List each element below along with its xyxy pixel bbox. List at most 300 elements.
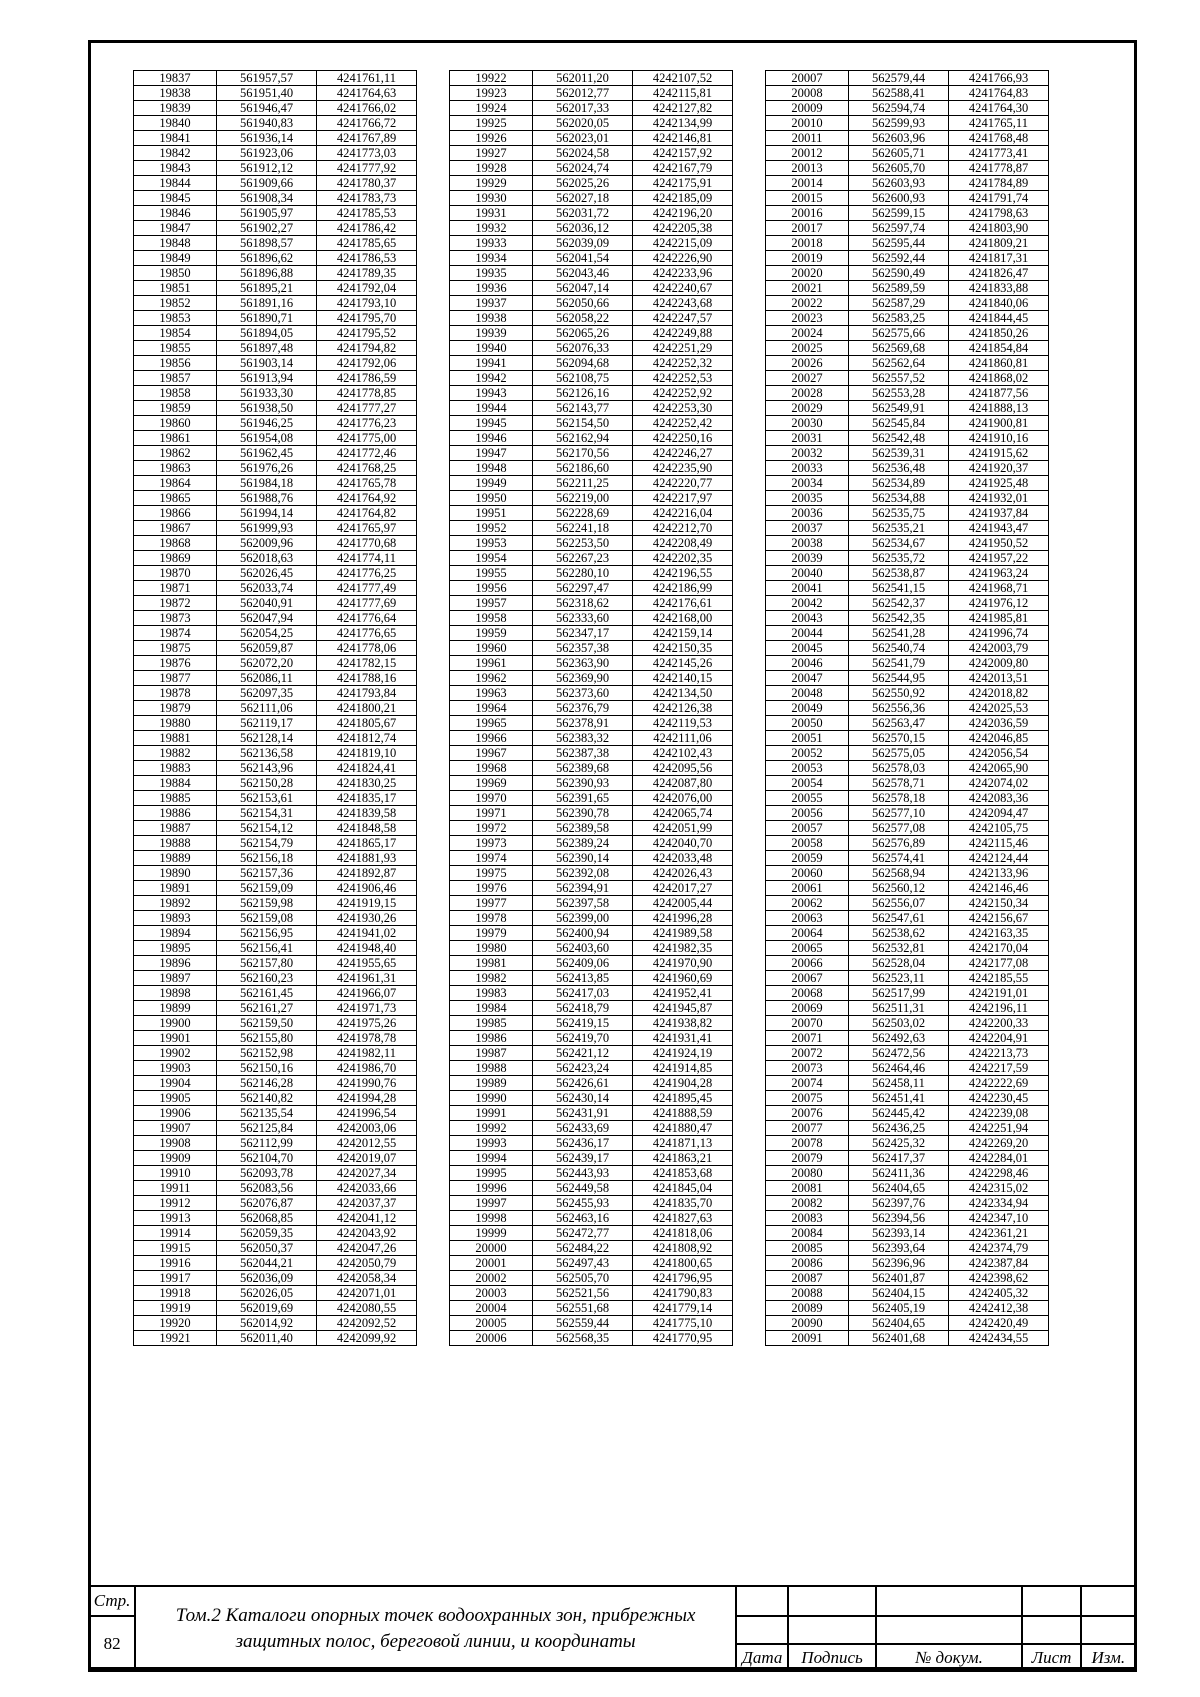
y-coordinate: 4241788,16 — [317, 671, 417, 686]
y-coordinate: 4241906,46 — [317, 881, 417, 896]
table-row — [766, 416, 1049, 431]
y-coordinate: 4241968,71 — [949, 581, 1049, 596]
y-coordinate: 4242168,00 — [633, 611, 733, 626]
title-block — [88, 1585, 1137, 1672]
y-coordinate: 4241880,47 — [633, 1121, 733, 1136]
point-number: 19891 — [134, 881, 217, 896]
point-number: 19966 — [450, 731, 533, 746]
point-number: 19924 — [450, 101, 533, 116]
x-coordinate: 562418,79 — [533, 1001, 633, 1016]
point-number: 20090 — [766, 1316, 849, 1331]
point-number: 19907 — [134, 1121, 217, 1136]
point-number: 19934 — [450, 251, 533, 266]
table-row — [134, 821, 417, 836]
x-coordinate: 562155,80 — [217, 1031, 317, 1046]
x-coordinate: 562521,56 — [533, 1286, 633, 1301]
table-row — [766, 551, 1049, 566]
point-number: 20001 — [450, 1256, 533, 1271]
point-number: 19944 — [450, 401, 533, 416]
x-coordinate: 562419,70 — [533, 1031, 633, 1046]
y-coordinate: 4242205,38 — [633, 221, 733, 236]
point-number: 19881 — [134, 731, 217, 746]
point-number: 19846 — [134, 206, 217, 221]
y-coordinate: 4241931,41 — [633, 1031, 733, 1046]
table-row — [450, 1121, 733, 1136]
table-row — [766, 1181, 1049, 1196]
x-coordinate: 562019,69 — [217, 1301, 317, 1316]
point-number: 19989 — [450, 1076, 533, 1091]
point-number: 19927 — [450, 146, 533, 161]
x-coordinate: 562126,16 — [533, 386, 633, 401]
y-coordinate: 4241786,59 — [317, 371, 417, 386]
y-coordinate: 4241920,37 — [949, 461, 1049, 476]
x-coordinate: 562557,52 — [849, 371, 949, 386]
table-row — [134, 731, 417, 746]
table-row — [766, 1091, 1049, 1106]
point-number: 20022 — [766, 296, 849, 311]
x-coordinate: 562150,28 — [217, 776, 317, 791]
y-coordinate: 4241938,82 — [633, 1016, 733, 1031]
y-coordinate: 4242216,04 — [633, 506, 733, 521]
table-row — [766, 191, 1049, 206]
point-number: 20047 — [766, 671, 849, 686]
point-number: 19986 — [450, 1031, 533, 1046]
point-number: 19866 — [134, 506, 217, 521]
table-row — [766, 311, 1049, 326]
x-coordinate: 562396,96 — [849, 1256, 949, 1271]
table-row — [134, 356, 417, 371]
point-number: 19938 — [450, 311, 533, 326]
point-number: 20055 — [766, 791, 849, 806]
table-row — [134, 371, 417, 386]
x-coordinate: 562528,04 — [849, 956, 949, 971]
y-coordinate: 4241961,31 — [317, 971, 417, 986]
table-row — [766, 1286, 1049, 1301]
table-row — [766, 581, 1049, 596]
y-coordinate: 4241839,58 — [317, 806, 417, 821]
table-row — [450, 866, 733, 881]
y-coordinate: 4242156,67 — [949, 911, 1049, 926]
table-row — [450, 101, 733, 116]
x-coordinate: 562404,65 — [849, 1181, 949, 1196]
table-row — [766, 566, 1049, 581]
y-coordinate: 4241925,48 — [949, 476, 1049, 491]
y-coordinate: 4242127,82 — [633, 101, 733, 116]
x-coordinate: 562599,15 — [849, 206, 949, 221]
point-number: 19980 — [450, 941, 533, 956]
table-row — [134, 1256, 417, 1271]
y-coordinate: 4242186,99 — [633, 581, 733, 596]
point-number: 19991 — [450, 1106, 533, 1121]
x-coordinate: 562156,95 — [217, 926, 317, 941]
point-number: 20060 — [766, 866, 849, 881]
table-row — [766, 146, 1049, 161]
y-coordinate: 4242145,26 — [633, 656, 733, 671]
x-coordinate: 562419,15 — [533, 1016, 633, 1031]
point-number: 19936 — [450, 281, 533, 296]
y-coordinate: 4241937,84 — [949, 506, 1049, 521]
x-coordinate: 561946,25 — [217, 416, 317, 431]
y-coordinate: 4241785,65 — [317, 236, 417, 251]
x-coordinate: 561890,71 — [217, 311, 317, 326]
x-coordinate: 562549,91 — [849, 401, 949, 416]
point-number: 19914 — [134, 1226, 217, 1241]
x-coordinate: 562050,66 — [533, 296, 633, 311]
y-coordinate: 4242102,43 — [633, 746, 733, 761]
table-row — [450, 536, 733, 551]
x-coordinate: 561957,57 — [217, 71, 317, 86]
y-coordinate: 4242119,53 — [633, 716, 733, 731]
table-row — [766, 476, 1049, 491]
y-coordinate: 4241805,67 — [317, 716, 417, 731]
y-coordinate: 4241764,92 — [317, 491, 417, 506]
point-number: 19931 — [450, 206, 533, 221]
table-row — [134, 476, 417, 491]
x-coordinate: 562391,65 — [533, 791, 633, 806]
y-coordinate: 4241932,01 — [949, 491, 1049, 506]
x-coordinate: 562150,16 — [217, 1061, 317, 1076]
y-coordinate: 4242269,20 — [949, 1136, 1049, 1151]
table-row — [766, 956, 1049, 971]
point-number: 20091 — [766, 1331, 849, 1346]
point-number: 19997 — [450, 1196, 533, 1211]
x-coordinate: 562393,64 — [849, 1241, 949, 1256]
x-coordinate: 562484,22 — [533, 1241, 633, 1256]
point-number: 20010 — [766, 116, 849, 131]
table-row — [766, 1271, 1049, 1286]
y-coordinate: 4241770,95 — [633, 1331, 733, 1346]
y-coordinate: 4242005,44 — [633, 896, 733, 911]
table-row — [766, 686, 1049, 701]
point-number: 19905 — [134, 1091, 217, 1106]
table-row — [766, 296, 1049, 311]
x-coordinate: 562575,66 — [849, 326, 949, 341]
y-coordinate: 4242099,92 — [317, 1331, 417, 1346]
stamp-cell — [1022, 1586, 1080, 1616]
table-row — [766, 1256, 1049, 1271]
y-coordinate: 4242083,36 — [949, 791, 1049, 806]
x-coordinate: 562024,58 — [533, 146, 633, 161]
table-row — [450, 1046, 733, 1061]
y-coordinate: 4242018,82 — [949, 686, 1049, 701]
stamp-cell — [876, 1586, 1023, 1616]
x-coordinate: 561898,57 — [217, 236, 317, 251]
date-header: Дата — [736, 1644, 788, 1671]
x-coordinate: 562024,74 — [533, 161, 633, 176]
y-coordinate: 4241791,74 — [949, 191, 1049, 206]
x-coordinate: 562600,93 — [849, 191, 949, 206]
point-number: 20084 — [766, 1226, 849, 1241]
table-row — [450, 656, 733, 671]
point-number: 19896 — [134, 956, 217, 971]
x-coordinate: 562535,21 — [849, 521, 949, 536]
y-coordinate: 4242041,12 — [317, 1211, 417, 1226]
y-coordinate: 4241780,37 — [317, 176, 417, 191]
table-row — [134, 311, 417, 326]
x-coordinate: 562026,05 — [217, 1286, 317, 1301]
x-coordinate: 562578,18 — [849, 791, 949, 806]
table-row — [766, 1061, 1049, 1076]
y-coordinate: 4241871,13 — [633, 1136, 733, 1151]
y-coordinate: 4242202,35 — [633, 551, 733, 566]
table-row — [134, 671, 417, 686]
signature-header: Подпись — [788, 1644, 875, 1671]
y-coordinate: 4242037,37 — [317, 1196, 417, 1211]
x-coordinate: 561951,40 — [217, 86, 317, 101]
x-coordinate: 561938,50 — [217, 401, 317, 416]
x-coordinate: 562159,98 — [217, 896, 317, 911]
point-number: 19845 — [134, 191, 217, 206]
x-coordinate: 562104,70 — [217, 1151, 317, 1166]
x-coordinate: 562044,21 — [217, 1256, 317, 1271]
table-row — [450, 1166, 733, 1181]
point-number: 19999 — [450, 1226, 533, 1241]
x-coordinate: 562153,61 — [217, 791, 317, 806]
y-coordinate: 4242176,61 — [633, 596, 733, 611]
x-coordinate: 562431,91 — [533, 1106, 633, 1121]
y-coordinate: 4241990,76 — [317, 1076, 417, 1091]
point-number: 19908 — [134, 1136, 217, 1151]
point-number: 19885 — [134, 791, 217, 806]
table-row — [766, 236, 1049, 251]
x-coordinate: 561891,16 — [217, 296, 317, 311]
y-coordinate: 4241786,42 — [317, 221, 417, 236]
point-number: 20062 — [766, 896, 849, 911]
x-coordinate: 562068,85 — [217, 1211, 317, 1226]
x-coordinate: 562589,59 — [849, 281, 949, 296]
table-row — [766, 326, 1049, 341]
x-coordinate: 562472,77 — [533, 1226, 633, 1241]
y-coordinate: 4242065,90 — [949, 761, 1049, 776]
y-coordinate: 4242361,21 — [949, 1226, 1049, 1241]
point-number: 20008 — [766, 86, 849, 101]
x-coordinate: 562211,25 — [533, 476, 633, 491]
x-coordinate: 562579,44 — [849, 71, 949, 86]
x-coordinate: 562033,74 — [217, 581, 317, 596]
coordinates-table-1 — [133, 70, 417, 1346]
point-number: 19951 — [450, 506, 533, 521]
y-coordinate: 4241943,47 — [949, 521, 1049, 536]
x-coordinate: 562563,47 — [849, 716, 949, 731]
point-number: 19909 — [134, 1151, 217, 1166]
x-coordinate: 562020,05 — [533, 116, 633, 131]
table-row — [766, 1136, 1049, 1151]
table-row — [766, 86, 1049, 101]
y-coordinate: 4242204,91 — [949, 1031, 1049, 1046]
table-row — [766, 71, 1049, 86]
table-row — [766, 791, 1049, 806]
x-coordinate: 562186,60 — [533, 461, 633, 476]
point-number: 19962 — [450, 671, 533, 686]
point-number: 19902 — [134, 1046, 217, 1061]
table-row — [450, 836, 733, 851]
x-coordinate: 561954,08 — [217, 431, 317, 446]
table-row — [134, 101, 417, 116]
point-number: 19967 — [450, 746, 533, 761]
y-coordinate: 4241985,81 — [949, 611, 1049, 626]
point-number: 20076 — [766, 1106, 849, 1121]
table-row — [134, 1331, 417, 1346]
x-coordinate: 562401,87 — [849, 1271, 949, 1286]
point-number: 20087 — [766, 1271, 849, 1286]
table-row — [766, 431, 1049, 446]
x-coordinate: 562551,68 — [533, 1301, 633, 1316]
y-coordinate: 4241764,30 — [949, 101, 1049, 116]
x-coordinate: 562404,65 — [849, 1316, 949, 1331]
x-coordinate: 562425,32 — [849, 1136, 949, 1151]
x-coordinate: 561895,21 — [217, 281, 317, 296]
point-number: 20018 — [766, 236, 849, 251]
y-coordinate: 4242009,80 — [949, 656, 1049, 671]
point-number: 20031 — [766, 431, 849, 446]
table-row — [134, 971, 417, 986]
point-number: 19861 — [134, 431, 217, 446]
y-coordinate: 4242013,51 — [949, 671, 1049, 686]
table-row — [450, 551, 733, 566]
point-number: 19925 — [450, 116, 533, 131]
y-coordinate: 4241919,15 — [317, 896, 417, 911]
table-row — [134, 1121, 417, 1136]
x-coordinate: 561896,88 — [217, 266, 317, 281]
y-coordinate: 4241819,10 — [317, 746, 417, 761]
table-row — [450, 431, 733, 446]
point-number: 20081 — [766, 1181, 849, 1196]
point-number: 19875 — [134, 641, 217, 656]
x-coordinate: 562047,94 — [217, 611, 317, 626]
y-coordinate: 4242387,84 — [949, 1256, 1049, 1271]
point-number: 19998 — [450, 1211, 533, 1226]
y-coordinate: 4241982,35 — [633, 941, 733, 956]
x-coordinate: 562517,99 — [849, 986, 949, 1001]
x-coordinate: 562401,68 — [849, 1331, 949, 1346]
table-row — [766, 251, 1049, 266]
table-row — [766, 701, 1049, 716]
point-number: 19978 — [450, 911, 533, 926]
table-row — [450, 1181, 733, 1196]
y-coordinate: 4242233,96 — [633, 266, 733, 281]
table-row — [134, 461, 417, 476]
table-row — [766, 401, 1049, 416]
y-coordinate: 4242191,01 — [949, 986, 1049, 1001]
y-coordinate: 4241795,70 — [317, 311, 417, 326]
x-coordinate: 562050,37 — [217, 1241, 317, 1256]
x-coordinate: 562597,74 — [849, 221, 949, 236]
point-number: 20035 — [766, 491, 849, 506]
point-number: 19920 — [134, 1316, 217, 1331]
table-row — [134, 446, 417, 461]
table-row — [450, 311, 733, 326]
table-row — [766, 941, 1049, 956]
point-number: 20016 — [766, 206, 849, 221]
x-coordinate: 562347,17 — [533, 626, 633, 641]
x-coordinate: 562536,48 — [849, 461, 949, 476]
x-coordinate: 562041,54 — [533, 251, 633, 266]
table-row — [450, 116, 733, 131]
point-number: 19842 — [134, 146, 217, 161]
table-row — [450, 806, 733, 821]
point-number: 19838 — [134, 86, 217, 101]
table-row — [134, 1031, 417, 1046]
x-coordinate: 562017,33 — [533, 101, 633, 116]
y-coordinate: 4241812,74 — [317, 731, 417, 746]
point-number: 20044 — [766, 626, 849, 641]
x-coordinate: 562369,90 — [533, 671, 633, 686]
table-row — [766, 626, 1049, 641]
x-coordinate: 562413,85 — [533, 971, 633, 986]
point-number: 19995 — [450, 1166, 533, 1181]
point-number: 19919 — [134, 1301, 217, 1316]
x-coordinate: 562112,99 — [217, 1136, 317, 1151]
table-row — [766, 1301, 1049, 1316]
point-number: 19979 — [450, 926, 533, 941]
x-coordinate: 562421,12 — [533, 1046, 633, 1061]
x-coordinate: 561908,34 — [217, 191, 317, 206]
y-coordinate: 4242027,34 — [317, 1166, 417, 1181]
point-number: 19971 — [450, 806, 533, 821]
table-row — [134, 1211, 417, 1226]
point-number: 19974 — [450, 851, 533, 866]
table-row — [450, 1016, 733, 1031]
point-number: 19883 — [134, 761, 217, 776]
table-row — [766, 1001, 1049, 1016]
x-coordinate: 561902,27 — [217, 221, 317, 236]
y-coordinate: 4242212,70 — [633, 521, 733, 536]
y-coordinate: 4242252,53 — [633, 371, 733, 386]
y-coordinate: 4242092,52 — [317, 1316, 417, 1331]
y-coordinate: 4241793,84 — [317, 686, 417, 701]
y-coordinate: 4241792,06 — [317, 356, 417, 371]
table-row — [450, 956, 733, 971]
x-coordinate: 561897,48 — [217, 341, 317, 356]
y-coordinate: 4241773,03 — [317, 146, 417, 161]
y-coordinate: 4241768,48 — [949, 131, 1049, 146]
point-number: 19847 — [134, 221, 217, 236]
point-number: 19996 — [450, 1181, 533, 1196]
table-row — [766, 221, 1049, 236]
page-label: Стр. — [89, 1586, 135, 1616]
table-row — [766, 446, 1049, 461]
y-coordinate: 4242107,52 — [633, 71, 733, 86]
point-number: 19975 — [450, 866, 533, 881]
table-row — [134, 86, 417, 101]
point-number: 19969 — [450, 776, 533, 791]
point-number: 19943 — [450, 386, 533, 401]
y-coordinate: 4241773,41 — [949, 146, 1049, 161]
point-number: 19863 — [134, 461, 217, 476]
point-number: 19837 — [134, 71, 217, 86]
x-coordinate: 562065,26 — [533, 326, 633, 341]
point-number: 20007 — [766, 71, 849, 86]
stamp-cell — [1022, 1616, 1080, 1644]
y-coordinate: 4242252,32 — [633, 356, 733, 371]
table-row — [134, 851, 417, 866]
point-number: 20052 — [766, 746, 849, 761]
point-number: 19904 — [134, 1076, 217, 1091]
point-number: 20045 — [766, 641, 849, 656]
x-coordinate: 562059,35 — [217, 1226, 317, 1241]
table-row — [450, 176, 733, 191]
point-number: 20083 — [766, 1211, 849, 1226]
point-number: 19933 — [450, 236, 533, 251]
x-coordinate: 562534,67 — [849, 536, 949, 551]
x-coordinate: 562083,56 — [217, 1181, 317, 1196]
point-number: 20078 — [766, 1136, 849, 1151]
y-coordinate: 4242095,56 — [633, 761, 733, 776]
x-coordinate: 562389,24 — [533, 836, 633, 851]
y-coordinate: 4241900,81 — [949, 416, 1049, 431]
x-coordinate: 562373,60 — [533, 686, 633, 701]
y-coordinate: 4241794,82 — [317, 341, 417, 356]
